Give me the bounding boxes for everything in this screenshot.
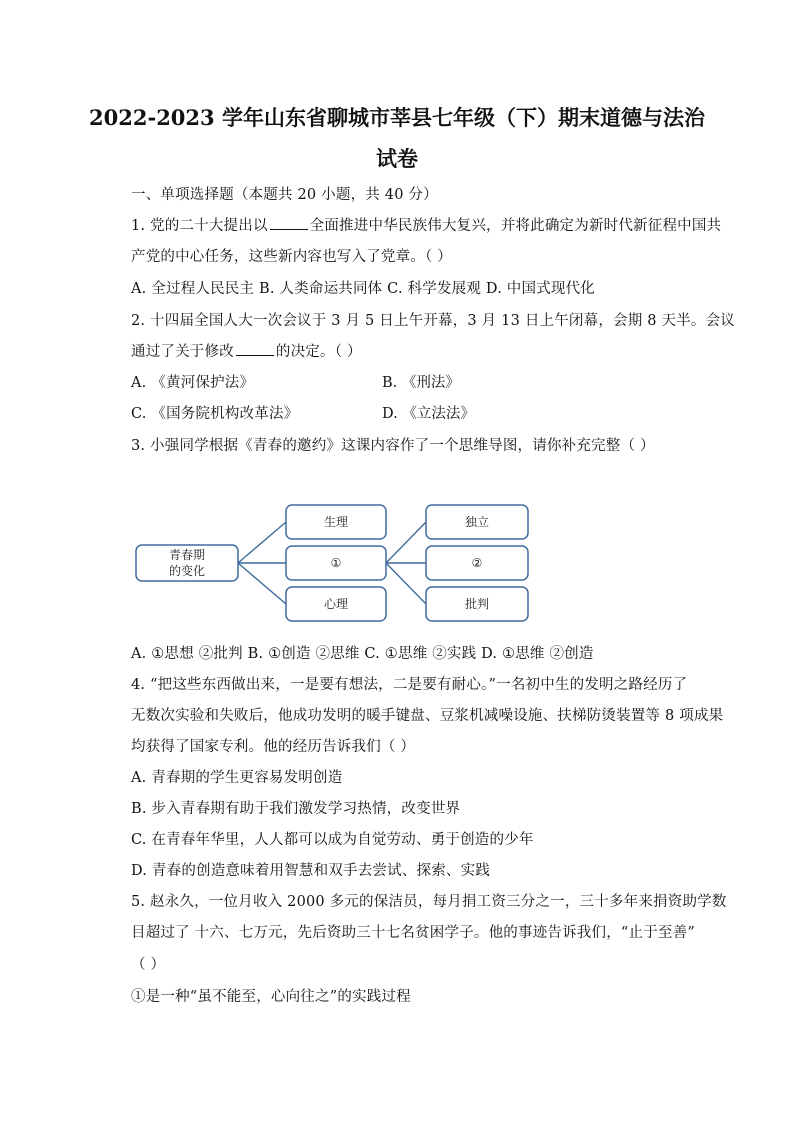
question-4-line3: 均获得了国家专利。他的经历告诉我们（ ） bbox=[131, 739, 416, 755]
question-5-line1: 5. 赵永久，一位月收入 2000 多元的保洁员，每月捐工资三分之一，三十多年来捐资助学数 bbox=[131, 894, 727, 910]
mid-center-label: ① bbox=[330, 556, 342, 570]
connector-line bbox=[386, 563, 426, 604]
question-4-option-b: B. 步入青春期有助于我们激发学习热情，改变世界 bbox=[131, 801, 461, 817]
mid-top-label: 生理 bbox=[323, 515, 349, 529]
right-center-label: ② bbox=[471, 556, 483, 570]
question-4-line1: 4. “把这些东西做出来，一是要有想法，二是要有耐心。”一名初中生的发明之路经历了 bbox=[131, 677, 688, 693]
question-2-option-d: D. 《立法法》 bbox=[382, 406, 475, 422]
section-heading: 一、单项选择题（本题共 20 小题，共 40 分） bbox=[131, 187, 438, 203]
document-title-line2: 试卷 bbox=[376, 146, 418, 171]
connector-line bbox=[238, 563, 286, 604]
question-4-option-c: C. 在青春年华里，人人都可以成为自觉劳动、勇于创造的少年 bbox=[131, 832, 534, 848]
question-1-options: A. 全过程人民民主 B. 人类命运共同体 C. 科学发展观 D. 中国式现代化 bbox=[131, 281, 596, 297]
question-3-line1: 3. 小强同学根据《青春的邀约》这课内容作了一个思维导图，请你补充完整（ ） bbox=[131, 438, 655, 454]
question-2-option-b: B. 《刑法》 bbox=[382, 375, 460, 391]
mind-map-diagram bbox=[120, 495, 550, 630]
question-4-line2: 无数次实验和失败后，他成功发明的暖手键盘、豆浆机减噪设施、扶梯防烫装置等 8 项成果 bbox=[131, 708, 724, 724]
connector-line bbox=[386, 522, 426, 563]
question-1-text-a: 1. 党的二十大提出以 bbox=[131, 218, 268, 234]
question-1-text-b: 全面推进中华民族伟大复兴，并将此确定为新时代新征程中国共 bbox=[309, 218, 722, 234]
right-bottom-label: 批判 bbox=[464, 597, 490, 611]
question-1-line2: 产党的中心任务，这些新内容也写入了党章。（ ） bbox=[131, 249, 452, 265]
question-5-item-1: ①是一种“虽不能至，心向往之”的实践过程 bbox=[131, 989, 411, 1005]
question-5-line3: （ ） bbox=[131, 957, 166, 973]
answer-blank bbox=[270, 217, 308, 230]
root-label-line1: 青春期 bbox=[168, 548, 206, 562]
right-top-label: 独立 bbox=[464, 515, 490, 529]
question-2-line1: 2. 十四届全国人大一次会议于 3 月 5 日上午开幕，3 月 13 日上午闭幕，会期 8 天半。会议 bbox=[131, 313, 735, 329]
question-4-option-d: D. 青春的创造意味着用智慧和双手去尝试、探索、实践 bbox=[131, 863, 491, 879]
mid-bottom-label: 心理 bbox=[323, 597, 349, 611]
question-3-options: A. ①思想 ②批判 B. ①创造 ②思维 C. ①思维 ②实践 D. ①思维 ②创造 bbox=[131, 646, 594, 662]
document-title-line1: 2022-2023 学年山东省聊城市莘县七年级（下）期末道德与法治 bbox=[89, 105, 705, 130]
question-2-option-a: A. 《黄河保护法》 bbox=[131, 375, 255, 391]
question-1-line1 bbox=[131, 216, 721, 236]
connector-line bbox=[238, 522, 286, 563]
question-2-text-a: 通过了关于修改 bbox=[131, 344, 234, 360]
question-2-line2 bbox=[131, 342, 362, 362]
question-2-option-c: C. 《国务院机构改革法》 bbox=[131, 406, 299, 422]
question-2-text-b: 的决定。（ ） bbox=[275, 344, 362, 360]
question-5-line2: 目超过了 十六、七万元，先后资助三十七名贫困学子。他的事迹告诉我们，“止于至善” bbox=[131, 925, 695, 941]
question-4-option-a: A. 青春期的学生更容易发明创造 bbox=[131, 770, 343, 786]
root-label-line2: 的变化 bbox=[168, 564, 206, 578]
answer-blank bbox=[236, 343, 274, 356]
